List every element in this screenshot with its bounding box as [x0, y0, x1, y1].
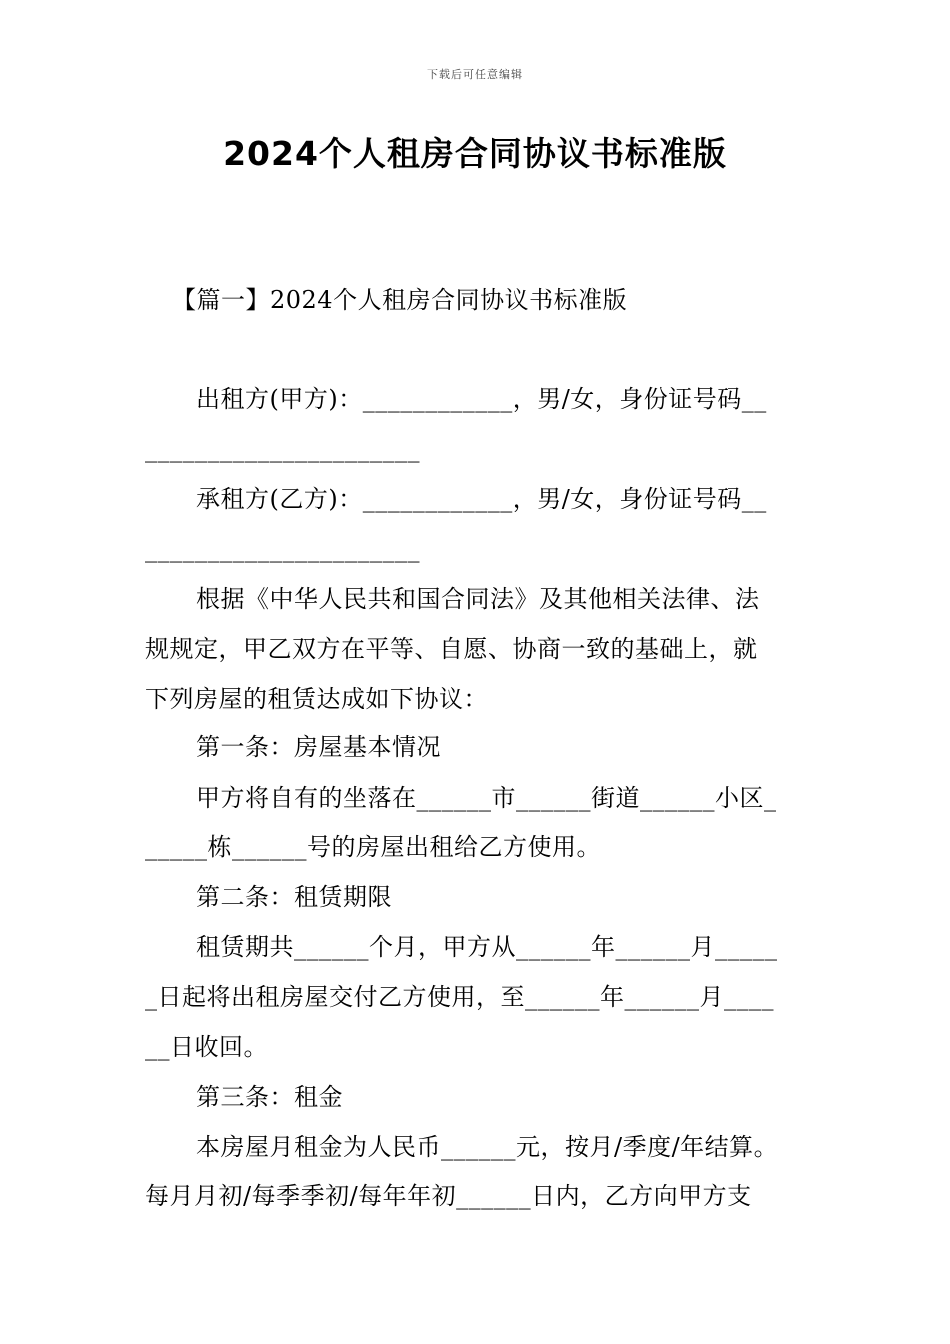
lessor-id-blank: ______________________ [145, 435, 420, 463]
preamble-line-3: 下列房屋的租赁达成如下协议： [145, 685, 488, 713]
article-3-heading: 第三条：租金 [196, 1083, 343, 1111]
preamble-line-2: 规规定，甲乙双方在平等、自愿、协商一致的基础上，就 [145, 635, 758, 663]
lessor-line: 出租方(甲方)：____________，男/女，身份证号码__ [196, 385, 767, 413]
header-note: 下载后可任意编辑 [427, 68, 523, 81]
article-3-body-1: 本房屋月租金为人民币______元，按月/季度/年结算。 [196, 1133, 779, 1161]
section-heading: 【篇一】2024个人租房合同协议书标准版 [172, 286, 628, 314]
article-3-body-2: 每月月初/每季季初/每年年初______日内，乙方向甲方支 [145, 1182, 752, 1210]
article-2-body-1: 租赁期共______个月，甲方从______年______月_____ [196, 933, 778, 961]
article-1-body-1: 甲方将自有的坐落在______市______街道______小区_ [196, 784, 777, 812]
lessee-line: 承租方(乙方)：____________，男/女，身份证号码__ [196, 485, 767, 513]
lessee-id-blank: ______________________ [145, 535, 420, 563]
article-2-body-2: _日起将出租房屋交付乙方使用，至______年______月____ [145, 983, 774, 1011]
preamble-line-1: 根据《中华人民共和国合同法》及其他相关法律、法 [196, 585, 760, 613]
article-1-body-2: _____栋______号的房屋出租给乙方使用。 [145, 833, 601, 861]
article-2-body-3: __日收回。 [145, 1033, 268, 1061]
article-2-heading: 第二条：租赁期限 [196, 883, 392, 911]
document-title: 2024个人租房合同协议书标准版 [223, 134, 727, 173]
article-1-heading: 第一条：房屋基本情况 [196, 733, 441, 761]
